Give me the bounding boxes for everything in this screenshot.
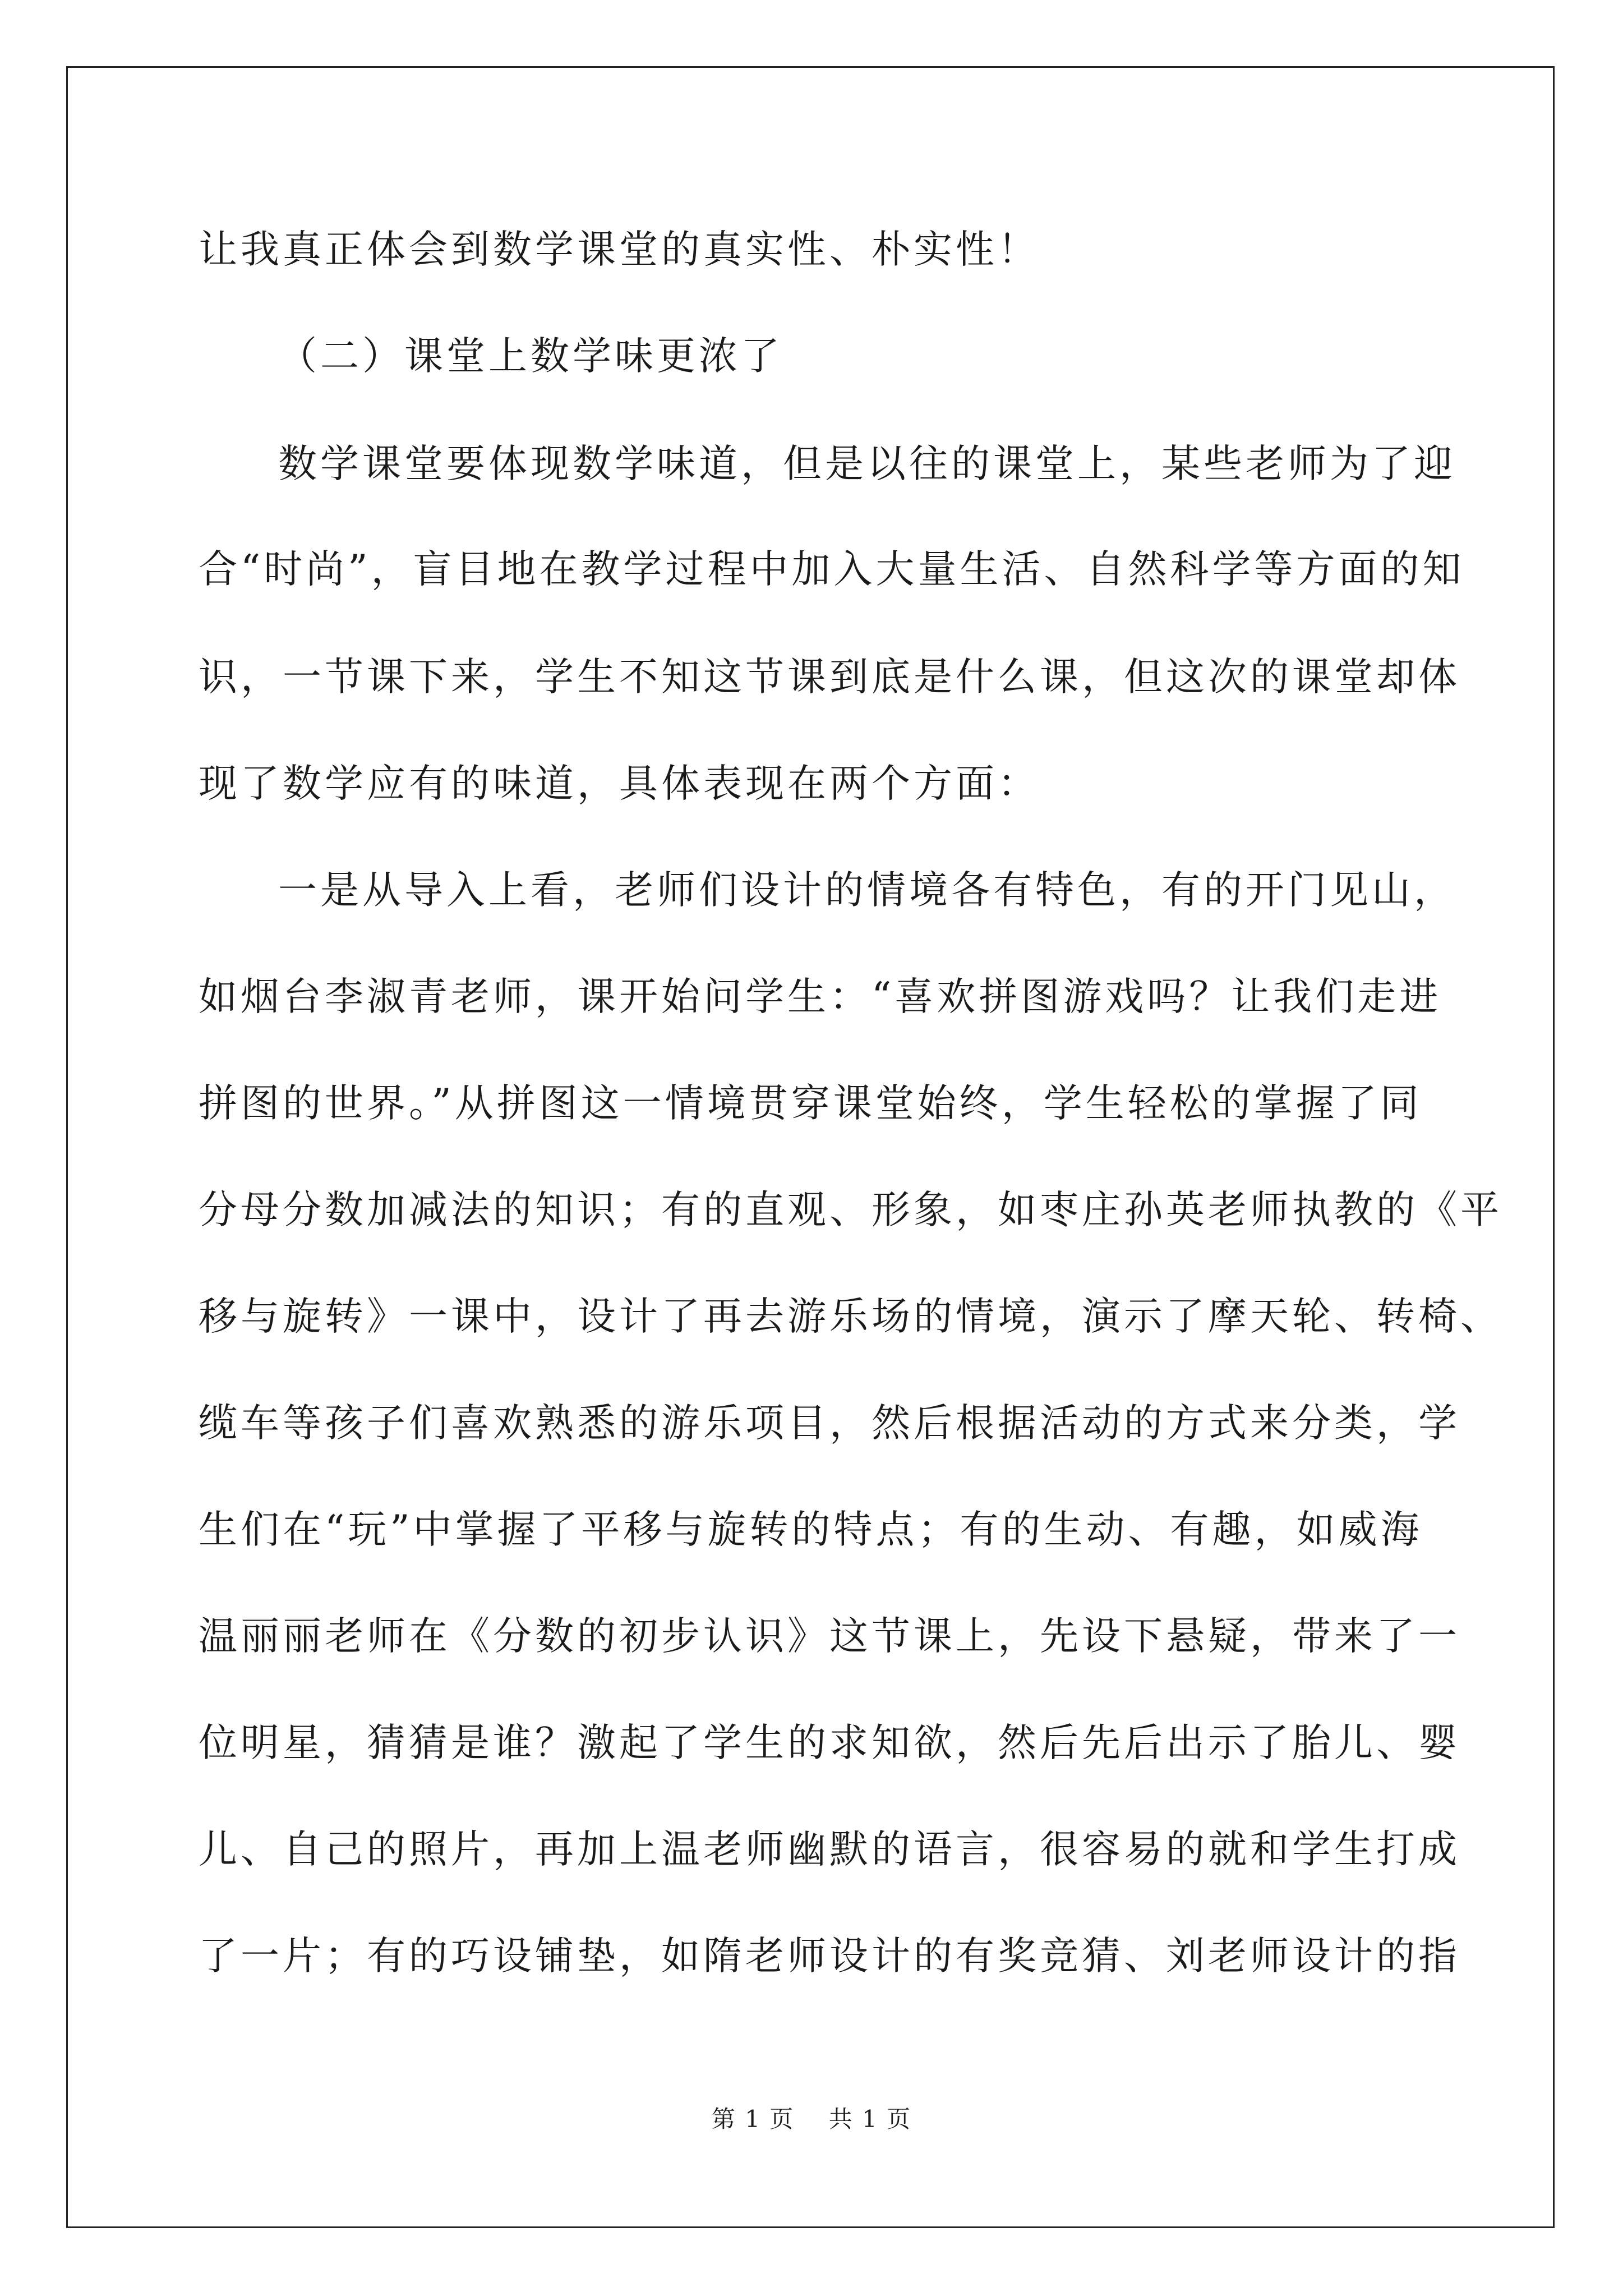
- text-line: 如烟台李淑青老师，课开始问学生：“喜欢拼图游戏吗？让我们走进: [199, 974, 1442, 1019]
- text-line: 数学课堂要体现数学味道，但是以往的课堂上，某些老师为了迎: [278, 441, 1456, 486]
- text-line: 一是从导入上看，老师们设计的情境各有特色，有的开门见山，: [278, 868, 1456, 913]
- section-heading: （二）课堂上数学味更浓了: [278, 334, 783, 379]
- text-line: 识，一节课下来，学生不知这节课到底是什么课，但这次的课堂却体: [199, 655, 1460, 700]
- text-line: 位明星，猜猜是谁？激起了学生的求知欲，然后先后出示了胎儿、婴: [199, 1720, 1460, 1765]
- text-line: 现了数学应有的味道，具体表现在两个方面：: [199, 761, 1040, 806]
- text-line: 儿、自己的照片，再加上温老师幽默的语言，很容易的就和学生打成: [199, 1827, 1460, 1872]
- text-line: 生们在“玩”中掌握了平移与旋转的特点；有的生动、有趣，如威海: [199, 1507, 1423, 1552]
- page-border: [66, 66, 1555, 2228]
- text-line: 合“时尚”，盲目地在教学过程中加入大量生活、自然科学等方面的知: [199, 547, 1465, 592]
- text-line: 分母分数加减法的知识；有的直观、形象，如枣庄孙英老师执教的《平: [199, 1188, 1502, 1232]
- page-number-footer: 第 1 页 共 1 页: [711, 2105, 912, 2133]
- text-line: 移与旋转》一课中，设计了再去游乐场的情境，演示了摩天轮、转椅、: [199, 1294, 1502, 1339]
- text-line: 了一片；有的巧设铺垫，如隋老师设计的有奖竞猜、刘老师设计的指: [199, 1934, 1460, 1978]
- text-line: 温丽丽老师在《分数的初步认识》这节课上，先设下悬疑，带来了一: [199, 1614, 1460, 1659]
- text-line: 拼图的世界。”从拼图这一情境贯穿课堂始终，学生轻松的掌握了同: [199, 1081, 1422, 1126]
- text-line: 缆车等孩子们喜欢熟悉的游乐项目，然后根据活动的方式来分类，学: [199, 1401, 1460, 1446]
- text-line: 让我真正体会到数学课堂的真实性、朴实性！: [199, 227, 1040, 272]
